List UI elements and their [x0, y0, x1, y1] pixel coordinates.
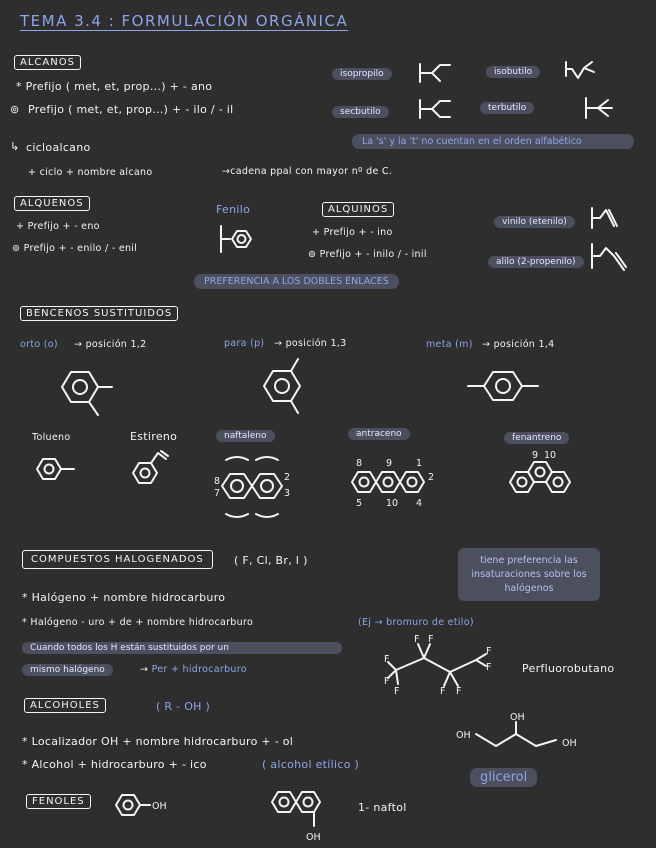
para-position: → posición 1,3: [274, 338, 347, 349]
svg-text:F: F: [394, 686, 400, 697]
svg-text:F: F: [384, 676, 390, 687]
svg-text:7: 7: [214, 488, 221, 499]
svg-text:10: 10: [386, 498, 399, 509]
per-rule: → Per + hidrocarburo: [140, 664, 247, 675]
ciclo-rule: + ciclo + nombre alcano: [28, 167, 153, 178]
svg-text:5: 5: [356, 498, 363, 509]
alcanos-rule-2: Prefijo ( met, et, prop...) + - ilo / - il: [28, 103, 234, 116]
alcoholes-header: ALCOHOLES: [24, 698, 106, 713]
svg-text:F: F: [384, 654, 390, 665]
fenantreno-structure: [504, 450, 574, 506]
isopropilo-structure: [418, 62, 454, 86]
alilo-structure: [590, 242, 630, 276]
alcoholes-example: ( alcohol etílico ): [262, 758, 360, 771]
preferencia-dobles-enlaces: PREFERENCIA A LOS DOBLES ENLACES: [194, 274, 399, 289]
svg-text:OH: OH: [562, 738, 577, 749]
alquenos-rule-1: + Prefijo + - eno: [16, 221, 100, 232]
svg-text:OH: OH: [510, 712, 525, 723]
glicerol-structure: [456, 712, 582, 756]
per-condition-1: Cuando todos los H están sustituidos por un: [22, 642, 342, 654]
naftaleno-label: naftaleno: [216, 430, 275, 442]
vinilo-label: vinilo (etenilo): [494, 216, 575, 228]
halogenados-example: (Ej → bromuro de etilo): [358, 617, 474, 628]
svg-text:9: 9: [386, 458, 393, 469]
estireno-label: Estireno: [130, 430, 178, 443]
halogenados-rule-2: * Halógeno - uro + de + nombre hidrocarburo: [22, 617, 254, 628]
meta-position: → posición 1,4: [482, 339, 555, 350]
antraceno-structure: [346, 454, 442, 510]
svg-text:3: 3: [284, 488, 291, 499]
alquenos-header: ALQUENOS: [14, 196, 90, 211]
alcanos-rule-2-bullet: ⊚: [10, 103, 20, 116]
alcanos-header: ALCANOS: [14, 55, 81, 70]
cicloalcano-label: cicloalcano: [26, 141, 91, 154]
svg-text:OH: OH: [306, 832, 321, 843]
fenol-structure: [112, 790, 172, 820]
para-label: para (p): [224, 338, 265, 349]
svg-text:F: F: [486, 646, 492, 657]
antraceno-label: antraceno: [348, 428, 410, 440]
bencenos-header: BENCENOS SUSTITUIDOS: [20, 306, 178, 321]
svg-text:F: F: [456, 686, 462, 697]
estireno-structure: [130, 448, 170, 488]
tolueno-structure: [34, 454, 82, 484]
isopropilo-label: isopropilo: [332, 68, 392, 80]
halogens-list: ( F, Cl, Br, I ): [234, 554, 308, 567]
isobutilo-label: isobutilo: [486, 66, 540, 78]
alcoholes-formula: ( R - OH ): [156, 700, 211, 713]
svg-text:OH: OH: [456, 730, 471, 741]
halogenados-rule-1: * Halógeno + nombre hidrocarburo: [22, 591, 226, 604]
svg-text:8: 8: [356, 458, 363, 469]
perfluorobutano-label: Perfluorobutano: [522, 662, 615, 675]
naftol-structure: [268, 784, 334, 844]
naftol-label: 1- naftol: [358, 801, 407, 814]
svg-text:2: 2: [428, 472, 435, 483]
orto-position: → posición 1,2: [74, 339, 147, 350]
terbutilo-structure: [584, 96, 620, 122]
fenoles-header: FENOLES: [26, 794, 91, 809]
meta-structure: [466, 364, 542, 410]
alilo-label: alilo (2-propenilo): [488, 256, 584, 268]
svg-text:F: F: [414, 634, 420, 645]
vinilo-structure: [590, 206, 620, 232]
cicloalcano-arrow: ↳: [10, 140, 20, 153]
para-structure: [256, 356, 316, 416]
fenilo-structure: [218, 224, 258, 254]
svg-text:1: 1: [416, 458, 423, 469]
tolueno-label: Tolueno: [32, 432, 71, 443]
svg-text:OH: OH: [152, 801, 167, 812]
alquinos-header: ALQUINOS: [322, 202, 394, 217]
fenantreno-label: fenantreno: [504, 432, 569, 444]
alquinos-rule-2: ⊚ Prefijo + - inilo / - inil: [308, 249, 427, 260]
alquinos-rule-1: + Prefijo + - ino: [312, 227, 393, 238]
fenilo-label: Fenilo: [216, 203, 251, 216]
terbutilo-label: terbutilo: [480, 102, 534, 114]
orto-label: orto (o): [20, 339, 58, 350]
secbutilo-structure: [418, 98, 458, 122]
glicerol-label: glicerol: [470, 768, 537, 787]
per-condition-2: mismo halógeno: [22, 664, 113, 676]
alcoholes-rule-2: * Alcohol + hidrocarburo + - ico: [22, 758, 207, 771]
svg-text:F: F: [440, 686, 446, 697]
alcanos-rule-1: * Prefijo ( met, et, prop...) + - ano: [16, 80, 213, 93]
svg-text:9: 9: [532, 450, 539, 461]
substituents-note: La 's' y la 't' no cuentan en el orden alfabético: [352, 134, 634, 149]
alquenos-rule-2: ⊚ Prefijo + - enilo / - enil: [12, 243, 138, 254]
secbutilo-label: secbutilo: [332, 106, 389, 118]
cadena-note: →cadena ppal con mayor nº de C.: [222, 166, 393, 177]
alcoholes-rule-1: * Localizador OH + nombre hidrocarburo + - ol: [22, 735, 294, 748]
svg-text:F: F: [428, 634, 434, 645]
svg-text:F: F: [486, 662, 492, 673]
isobutilo-structure: [564, 60, 600, 86]
page-title: TEMA 3.4 : FORMULACIÓN ORGÁNICA: [20, 12, 349, 30]
orto-structure: [54, 360, 118, 418]
halogenados-note: tiene preferencia las insaturaciones sobre los halógenos: [458, 548, 600, 601]
meta-label: meta (m): [426, 339, 473, 350]
svg-text:8: 8: [214, 476, 221, 487]
svg-text:4: 4: [416, 498, 423, 509]
svg-text:2: 2: [284, 472, 291, 483]
naftaleno-structure: [212, 450, 291, 526]
halogenados-header: COMPUESTOS HALOGENADOS: [22, 550, 213, 569]
svg-text:10: 10: [544, 450, 557, 461]
perfluorobutano-structure: [384, 634, 494, 697]
